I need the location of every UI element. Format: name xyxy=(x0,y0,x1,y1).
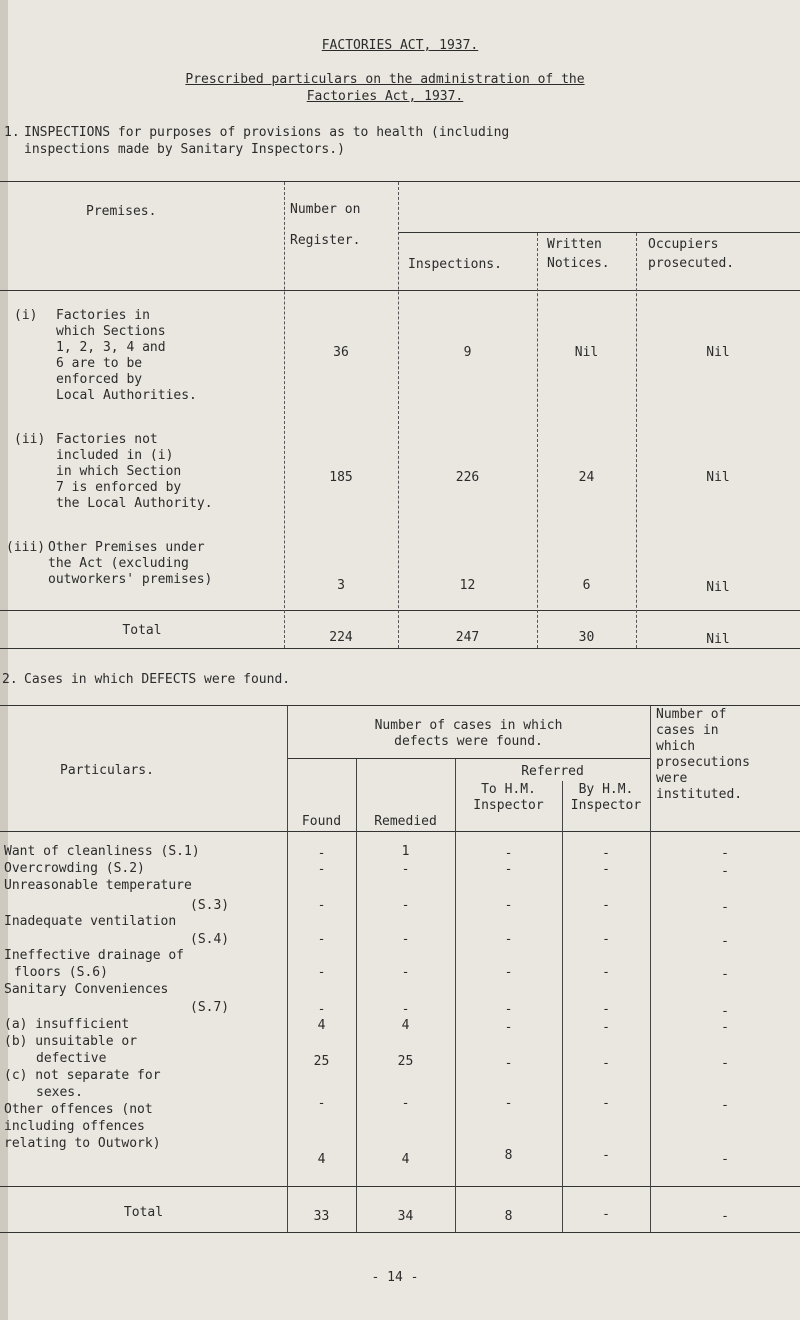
particular-label: relating to Outwork) xyxy=(4,1136,161,1151)
found-value: 4 xyxy=(317,1152,326,1167)
remedied-value: - xyxy=(401,862,410,877)
subtitle-line-2: Factories Act, 1937. xyxy=(306,89,464,104)
by-hm-value: - xyxy=(602,1020,610,1035)
to-hm-value: - xyxy=(504,898,513,913)
notices-value: 6 xyxy=(582,578,591,593)
section2-title: Cases in which DEFECTS were found. xyxy=(24,672,291,687)
to-hm-value: - xyxy=(504,965,513,980)
prosecutions-value: - xyxy=(721,900,729,915)
table-row xyxy=(0,1002,800,1017)
prosecutions-value: - xyxy=(721,1056,729,1071)
table1-body-rule xyxy=(0,610,800,611)
header-by-hm: By H.M. xyxy=(578,782,634,797)
by-hm-value: - xyxy=(602,862,610,877)
page-number: - 14 - xyxy=(371,1270,419,1285)
header-to-inspector: Inspector xyxy=(473,798,544,813)
table-row xyxy=(0,844,800,859)
row-label-number: (i) xyxy=(14,308,38,323)
total-label: Total xyxy=(123,1205,164,1220)
header-num-line-3: which xyxy=(656,739,696,754)
found-value: - xyxy=(317,965,326,980)
to-hm-value: - xyxy=(504,1096,513,1111)
subtitle-line-1: Prescribed particulars on the administration of the xyxy=(185,72,585,87)
by-hm-value: - xyxy=(602,846,610,861)
header-to-hm: To H.M. xyxy=(481,782,536,797)
row-label-number: (ii) xyxy=(14,432,46,447)
particular-label: Inadequate ventilation xyxy=(4,914,177,929)
to-hm-value: - xyxy=(504,846,513,861)
found-value: - xyxy=(317,846,326,861)
total-inspections: 247 xyxy=(455,630,480,645)
section1-title-line-2: inspections made by Sanitary Inspectors.) xyxy=(24,142,345,157)
particular-label: sexes. xyxy=(36,1085,83,1100)
register-value: 36 xyxy=(333,345,349,360)
total-label: Total xyxy=(122,623,162,638)
particular-label: (b) unsuitable or xyxy=(4,1034,138,1049)
register-value: 3 xyxy=(337,578,345,593)
row-label-number: (iii) xyxy=(6,540,46,555)
row-label-line: Factories not xyxy=(56,432,158,447)
total-remedied: 34 xyxy=(397,1209,414,1224)
header-occupiers: Occupiers xyxy=(648,237,719,252)
table2-body-rule xyxy=(0,1186,800,1187)
row-label-line: which Sections xyxy=(56,324,166,339)
table2-bottom-rule xyxy=(0,1232,800,1233)
remedied-value: 4 xyxy=(401,1152,410,1167)
header-cases-line-2: defects were found. xyxy=(394,734,543,749)
row-label-line: 1, 2, 3, 4 and xyxy=(56,340,166,355)
prosecutions-value: - xyxy=(721,1152,729,1167)
inspections-value: 226 xyxy=(455,470,480,485)
found-value: - xyxy=(317,1002,326,1017)
header-prosecuted: prosecuted. xyxy=(648,256,735,271)
particular-label: (S.3) xyxy=(190,898,230,913)
particular-label: defective xyxy=(36,1051,107,1066)
particular-label: Unreasonable temperature xyxy=(4,878,192,893)
particular-label: including offences xyxy=(4,1119,145,1134)
particular-label: (c) not separate for xyxy=(4,1068,161,1083)
found-value: 25 xyxy=(313,1054,330,1069)
table2-subheader-rule xyxy=(287,758,650,759)
remedied-value: - xyxy=(401,1002,410,1017)
found-value: - xyxy=(317,898,326,913)
table1-subheader-rule xyxy=(398,232,800,233)
total-prosecuted: Nil xyxy=(706,632,730,647)
row-label-line: enforced by xyxy=(56,372,143,387)
by-hm-value: - xyxy=(602,1148,610,1163)
table-row xyxy=(0,862,800,877)
by-hm-value: - xyxy=(602,1002,610,1017)
header-num-line-1: Number of xyxy=(656,707,727,722)
remedied-value: - xyxy=(401,898,410,913)
header-written: Written xyxy=(547,237,602,252)
to-hm-value: - xyxy=(504,1056,513,1071)
found-value: 4 xyxy=(317,1018,326,1033)
remedied-value: - xyxy=(401,1096,410,1111)
header-premises: Premises. xyxy=(86,204,157,219)
header-number-on: Number on xyxy=(290,202,361,217)
header-inspections: Inspections. xyxy=(408,257,502,272)
to-hm-value: 8 xyxy=(504,1148,513,1163)
to-hm-value: - xyxy=(504,862,513,877)
total-register: 224 xyxy=(329,630,353,645)
total-found: 33 xyxy=(313,1209,330,1224)
header-num-line-4: prosecutions xyxy=(656,755,750,770)
table1-bottom-rule xyxy=(0,648,800,649)
prosecutions-value: - xyxy=(721,1098,729,1113)
by-hm-value: - xyxy=(602,898,610,913)
header-num-line-2: cases in xyxy=(656,723,719,738)
prosecutions-value: - xyxy=(721,967,729,982)
remedied-value: - xyxy=(401,965,410,980)
by-hm-value: - xyxy=(602,965,610,980)
section1-number: 1. xyxy=(4,125,20,140)
header-register: Register. xyxy=(290,233,361,248)
particular-label: floors (S.6) xyxy=(14,965,108,980)
row-label-line: included in (i) xyxy=(56,448,174,463)
total-to-hm: 8 xyxy=(504,1209,513,1224)
particular-label: Overcrowding (S.2) xyxy=(4,861,145,876)
particular-label: Sanitary Conveniences xyxy=(4,982,169,997)
prosecutions-value: - xyxy=(721,846,729,861)
to-hm-value: - xyxy=(504,1002,513,1017)
total-by-hm: - xyxy=(602,1207,610,1222)
row-label-line: 6 are to be xyxy=(56,356,143,371)
by-hm-value: - xyxy=(602,1096,610,1111)
remedied-value: 1 xyxy=(401,844,410,859)
header-notices: Notices. xyxy=(547,256,610,271)
table-row xyxy=(0,898,800,913)
header-referred: Referred xyxy=(521,764,584,779)
section1-title-line-1: INSPECTIONS for purposes of provisions as to health (including xyxy=(24,125,510,140)
to-hm-value: - xyxy=(504,1020,513,1035)
prosecutions-value: - xyxy=(721,1020,729,1035)
inspections-value: 12 xyxy=(459,578,476,593)
table1-top-rule xyxy=(0,181,800,182)
table-row xyxy=(0,965,800,980)
particular-label: Other offences (not xyxy=(4,1102,153,1117)
particular-label: Want of cleanliness (S.1) xyxy=(4,844,200,859)
found-value: - xyxy=(317,932,326,947)
header-particulars: Particulars. xyxy=(60,763,154,778)
row-label-line: 7 is enforced by xyxy=(56,480,182,495)
header-num-line-5: were xyxy=(656,771,688,786)
prosecuted-value: Nil xyxy=(706,580,730,595)
table-row xyxy=(0,932,800,947)
header-cases-line-1: Number of cases in which xyxy=(374,718,563,733)
to-hm-value: - xyxy=(504,932,513,947)
prosecutions-value: - xyxy=(721,1004,729,1019)
table-row xyxy=(0,1018,800,1033)
by-hm-value: - xyxy=(602,1056,610,1071)
prosecuted-value: Nil xyxy=(706,345,730,360)
notices-value: 24 xyxy=(578,470,595,485)
document-heading: FACTORIES ACT, 1937. xyxy=(321,38,479,53)
table2-header-rule xyxy=(0,831,800,832)
row-label-line: Local Authorities. xyxy=(56,388,197,403)
row-label-line: outworkers' premises) xyxy=(48,572,213,587)
row-label-line: in which Section xyxy=(56,464,182,479)
remedied-value: 25 xyxy=(397,1054,414,1069)
table-row xyxy=(0,1054,800,1069)
table-row xyxy=(0,1096,800,1111)
row-label-line: the Act (excluding xyxy=(48,556,189,571)
prosecutions-value: - xyxy=(721,934,729,949)
table-row xyxy=(0,1148,800,1167)
table1-header-rule xyxy=(0,290,800,291)
header-remedied: Remedied xyxy=(374,814,437,829)
header-by-inspector: Inspector xyxy=(570,798,642,813)
prosecuted-value: Nil xyxy=(706,470,730,485)
remedied-value: - xyxy=(401,932,410,947)
row-label-line: the Local Authority. xyxy=(56,496,213,511)
particular-label: (a) insufficient xyxy=(4,1017,130,1032)
total-row xyxy=(0,1205,800,1224)
header-found: Found xyxy=(301,814,342,829)
remedied-value: 4 xyxy=(401,1018,410,1033)
by-hm-value: - xyxy=(602,932,610,947)
found-value: - xyxy=(317,862,326,877)
total-notices: 30 xyxy=(578,630,595,645)
prosecutions-value: - xyxy=(721,864,729,879)
row-label-line: Factories in xyxy=(56,308,150,323)
section2-number: 2. xyxy=(2,672,18,687)
found-value: - xyxy=(317,1096,326,1111)
particular-label: (S.7) xyxy=(190,1000,230,1015)
notices-value: Nil xyxy=(574,345,599,360)
row-label-line: Other Premises under xyxy=(48,540,205,555)
header-num-line-6: instituted. xyxy=(656,787,743,802)
register-value: 185 xyxy=(329,470,353,485)
total-prosecutions: - xyxy=(721,1209,729,1224)
table2-top-rule xyxy=(0,705,800,706)
particular-label: Ineffective drainage of xyxy=(4,948,185,963)
inspections-value: 9 xyxy=(463,345,472,360)
particular-label: (S.4) xyxy=(190,932,230,947)
